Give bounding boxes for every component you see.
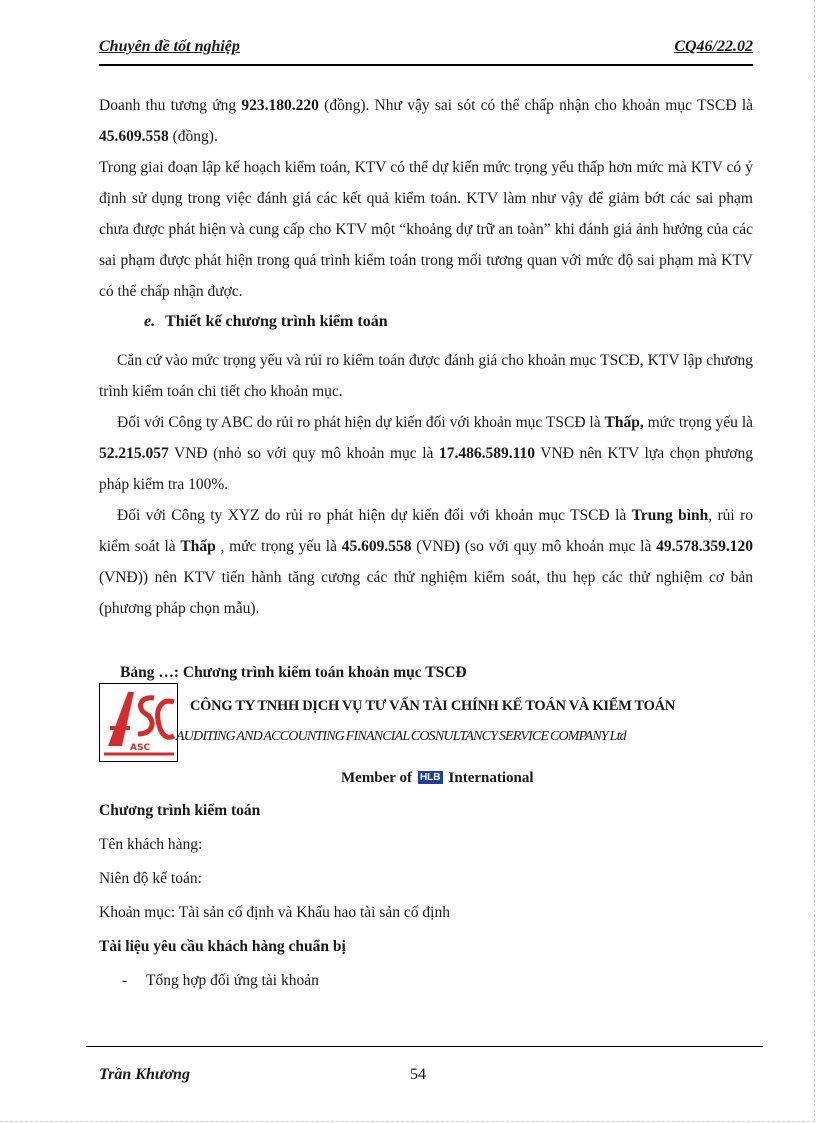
fiscal-period-field: Niên độ kế toán:: [99, 870, 202, 887]
text: ): [454, 538, 461, 555]
list-item-text: Tổng hợp đối ứng tài khoản: [146, 972, 319, 989]
asc-logo-icon: [100, 684, 177, 761]
materiality-value: 52.215.057: [99, 445, 169, 462]
list-item: [122, 972, 319, 990]
tolerable-error-value: 45.609.558: [99, 128, 169, 145]
text: , rủi ro kiểm soát là: [99, 507, 753, 555]
company-logo: [99, 683, 178, 762]
client-docs-title: Tài liệu yêu cầu khách hàng chuẩn bị: [99, 938, 346, 955]
text: (VNĐ)) nên KTV tiến hành tăng cương các thử nghiệm kiểm soát, thu hẹp các thử nghiệm cơ bản (phương pháp chọn mẫu).: [99, 569, 753, 617]
paragraph-planning: Trong giai đoạn lập kế hoạch kiểm toán, KTV có thể dự kiến mức trọng yếu thấp hơn mức mà KTV có ý định sử dụng trong việc đánh giá các kết quả kiểm toán. KTV làm như vậy để giảm bớt các sai phạm chưa được phát hiện và cung cấp cho KTV một “khoảng dự trữ an toàn” khi đánh giá ảnh hưởng của các sai phạm được phát hiện trong quá trình kiểm toán trong mối tương quan với mức độ sai phạm mà KTV có thể chấp nhận được.: [99, 159, 753, 300]
logo-lettering: ASC: [130, 743, 151, 753]
control-risk: Thấp: [180, 538, 216, 555]
text: Đối với Công ty ABC do rủi ro phát hiện dự kiến đối với khoản mục TSCĐ là: [117, 414, 605, 431]
section-heading-e: [144, 313, 388, 331]
header-code: CQ46/22.02: [674, 38, 753, 55]
revenue-value: 923.180.220: [241, 97, 319, 114]
paragraph-xyz: [99, 500, 753, 624]
account-size-value: 49.578.359.120: [656, 538, 753, 555]
body-block-1: [99, 90, 753, 307]
member-prefix: Member of: [341, 770, 412, 786]
text: mức trọng yếu là: [643, 414, 754, 431]
text: VNĐ (nhỏ so với quy mô khoản mục là: [168, 445, 439, 462]
text: VNĐ nên KTV lựa chọn phương pháp kiểm tra 100%.: [99, 445, 753, 493]
company-name: CÔNG TY TNHH DỊCH VỤ TƯ VẤN TÀI CHÍNH KẾ TOÁN VÀ KIỂM TOÁN: [190, 698, 675, 714]
account-item-field: Khoản mục: Tài sản cố định và Khấu hao tài sản cố định: [99, 904, 450, 921]
paragraph-basis: Căn cứ vào mức trọng yếu và rủi ro kiểm toán được đánh giá cho khoản mục TSCĐ, KTV lập chương trình kiểm toán chi tiết cho khoản mục.: [99, 352, 753, 400]
header-title: Chuyên đề tốt nghiệp: [99, 38, 240, 55]
program-title: Chương trình kiểm toán: [99, 802, 261, 819]
text: (đồng). Như vậy sai sót có thể chấp nhận cho khoản mục TSCĐ là: [318, 97, 754, 114]
risk-level: Thấp,: [604, 414, 644, 431]
risk-level: Trung bình: [631, 507, 709, 524]
account-size-value: 17.486.589.110: [438, 445, 536, 462]
text: (so với quy mô khoản mục là: [460, 538, 657, 555]
hlb-badge: HLB: [419, 772, 441, 783]
text: (VNĐ: [411, 538, 455, 555]
text: Doanh thu tương ứng: [99, 97, 242, 114]
page-number: 54: [410, 1066, 426, 1083]
page-header: [99, 38, 753, 66]
member-suffix: International: [448, 770, 534, 786]
paragraph-abc: [99, 407, 753, 500]
table-caption: Bảng …: Chương trình kiểm toán khoản mục TSCĐ: [120, 664, 467, 681]
member-line: [341, 770, 534, 787]
heading-label: e.: [144, 313, 156, 330]
company-name-english: AUDITING AND ACCOUNTING FINANCIAL COSNULTANCY SERVICE COMPANY Ltd: [176, 729, 626, 744]
list-bullet: -: [122, 972, 128, 989]
text: , mức trọng yếu là: [215, 538, 342, 555]
heading-text: Thiết kế chương trình kiểm toán: [165, 313, 388, 330]
text: Đối với Công ty XYZ do rủi ro phát hiện dự kiến đối với khoản mục TSCĐ là: [117, 507, 632, 524]
client-name-field: Tên khách hàng:: [99, 836, 203, 853]
footer-divider: [86, 1046, 763, 1047]
paragraph-revenue: [99, 90, 753, 152]
materiality-value: 45.609.558: [341, 538, 412, 555]
footer-author: Trần Khương: [99, 1066, 190, 1083]
text: (đồng).: [168, 128, 218, 145]
body-block-2: [99, 345, 753, 624]
